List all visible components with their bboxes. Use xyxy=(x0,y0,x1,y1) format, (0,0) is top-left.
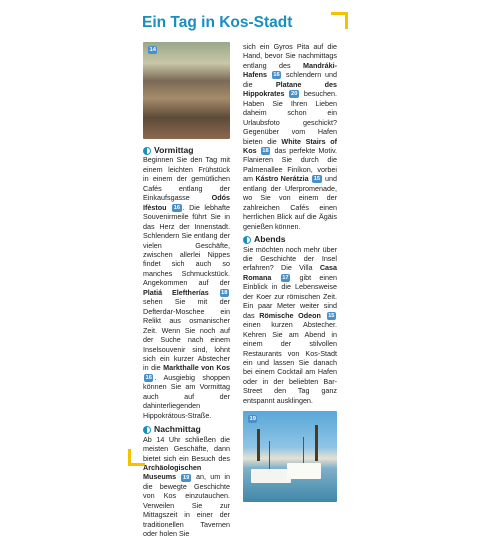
text: an, um in die bewegte Geschichte von Kos einzutauchen. Verweilen Sie zur Mittagszeit in einer der traditionellen Tavernen oder holen Sie xyxy=(143,472,231,539)
text: und entlang der Uferpromenade, wo Sie von einem der zahlreichen Cafés einen herrlichen Blick auf die Ägäis genießen können. xyxy=(243,174,338,231)
nachmittag-continued-paragraph xyxy=(243,42,337,231)
section-heading-abends xyxy=(243,235,337,244)
text: einen kurzen Abstecher. Kehren Sie am Abend in einem der stilvollen Restaurants von Kos-Stadt ein und lassen Sie danach bei einem Cocktail am Hafen oder in der beliebten Bar-Street den Tag ganz entspannt ausklingen. xyxy=(243,320,337,405)
text: das perfekte Motiv. Flanieren Sie durch die Palmenallee Finíkon, vorbei am xyxy=(243,145,338,184)
palm-tree-trunk xyxy=(257,429,260,461)
palm-tree-trunk xyxy=(315,425,318,461)
boat-mast xyxy=(269,441,270,469)
boat xyxy=(287,463,321,479)
corner-mark-top-right xyxy=(331,12,348,29)
location-badge: 16 xyxy=(273,72,280,79)
place-link[interactable]: Kástro Nerátzia xyxy=(255,174,309,184)
text: schlendern und die xyxy=(243,70,337,89)
vormittag-paragraph xyxy=(143,155,230,420)
heading-text: Nachmittag xyxy=(154,424,201,435)
abends-paragraph xyxy=(243,245,337,406)
section-heading-nachmittag xyxy=(143,425,230,434)
place-link[interactable]: Platiá Eleftherías xyxy=(143,287,209,297)
page-title: Ein Tag in Kos-Stadt xyxy=(142,14,293,31)
location-badge: 16 xyxy=(173,204,181,211)
text: Ab 14 Uhr schließen die meisten Geschäfte, dann bietet sich ein Besuch des xyxy=(143,434,230,463)
location-badge: 17 xyxy=(282,274,289,281)
location-badge: 19 xyxy=(182,474,190,481)
location-badge: 15 xyxy=(328,312,335,319)
section-heading-vormittag xyxy=(143,146,230,155)
place-link[interactable]: Platane des Hippokrates xyxy=(243,79,338,99)
half-sun-icon xyxy=(143,426,151,434)
harbor-photo xyxy=(243,411,337,502)
place-link[interactable]: Römische Odeon xyxy=(259,310,321,320)
place-link[interactable]: Mandráki-Hafens xyxy=(243,60,337,80)
text: gibt einen Einblick in die Lebensweise der Koer zur römischen Zeit. Ein paar Meter weiter sind das xyxy=(243,272,338,320)
left-column xyxy=(143,42,230,539)
place-link[interactable]: Casa Romana xyxy=(243,263,337,282)
location-badge: 18 xyxy=(262,148,269,155)
market-hall-photo xyxy=(143,42,230,139)
boat xyxy=(251,469,291,483)
location-badge: 15 xyxy=(313,176,321,183)
heading-text: Vormittag xyxy=(154,145,194,155)
text: besuchen. Haben Sie Ihren Lieben daheim schon ein Urlaubsfoto geschickt? Gegenüber vom Hafen bieten die xyxy=(243,89,338,146)
right-column xyxy=(243,42,337,502)
place-link[interactable]: White Stairs of Kos xyxy=(243,136,337,155)
text: Beginnen Sie den Tag mit einem leichten Frühstück in einem der gemütlichen Cafés entlang der Einkaufsgasse xyxy=(143,155,230,203)
place-link[interactable]: Archäologischen Museums xyxy=(143,462,202,482)
text: . Ausgiebig shoppen können Sie am Vormittag auch auf der dahinterliegenden Hippokrátous-Straße. xyxy=(143,372,230,420)
boat-mast xyxy=(303,437,304,463)
text: sich ein Gyros Pita auf die Hand, bevor Sie nachmittags entlang des xyxy=(243,42,337,70)
half-sun-icon xyxy=(143,147,151,155)
location-badge: 18 xyxy=(221,289,228,296)
place-link[interactable]: Markthalle von Kos xyxy=(163,363,230,373)
location-badge: 19 xyxy=(249,416,256,423)
place-link[interactable]: Odós Ifèstou xyxy=(143,193,230,212)
half-moon-icon xyxy=(243,236,251,244)
text: . Die lebhafte Souvenirmeile führt Sie in das Herz der Innenstadt. Schlendern Sie entlang der vielen Geschäfte, zwischen allerlei Nippes findet sich auch so manches Schmuckstück. Angekommen auf der xyxy=(143,202,230,288)
location-badge: 20 xyxy=(290,91,298,98)
location-badge: 16 xyxy=(145,374,152,381)
nachmittag-paragraph xyxy=(143,435,230,539)
text: sehen Sie mit der Defterdar-Moschee ein Relikt aus osmanischer Zeit. Wenn Sie noch auf der Suche nach einem Inselsouvenir sind, lohnt sich ein kurzer Abstecher in die xyxy=(143,297,230,373)
location-badge: 14 xyxy=(149,47,156,53)
text: Sie möchten noch mehr über die Geschichte der Insel erfahren? Die Villa xyxy=(243,244,337,273)
heading-text: Abends xyxy=(254,234,286,245)
